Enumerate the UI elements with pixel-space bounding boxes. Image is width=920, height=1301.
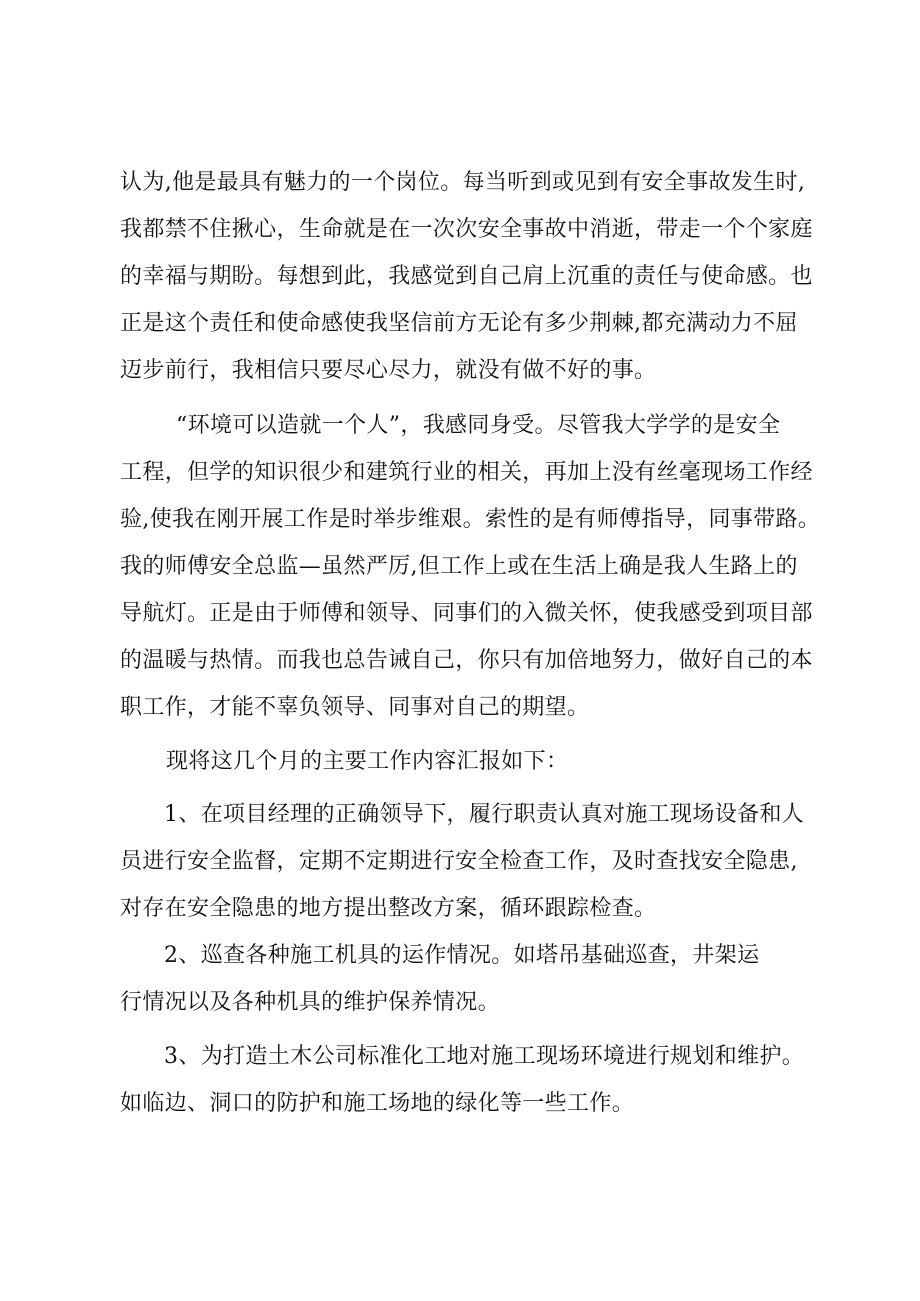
text-line: “环境可以造就一个人”，我感同身受。尽管我大学学的是安全 (176, 413, 781, 438)
text-line: 行情况以及各种机具的维护保养情况。 (120, 990, 500, 1015)
text-line: 如临边、洞口的防护和施工场地的绿化等一些工作。 (120, 1091, 635, 1116)
text-line: 2、巡查各种施工机具的运作情况。如塔吊基础巡查，井架运 (164, 943, 760, 968)
text-line: 认为,他是最具有魅力的一个岗位。每当听到或见到有安全事故发生时, (120, 170, 806, 195)
text-line: 工程，但学的知识很少和建筑行业的相关，再加上没有丝毫现场工作经 (120, 460, 813, 485)
text-line: 职工作，才能不辜负领导、同事对自己的期望。 (120, 695, 590, 720)
text-line: 的温暖与热情。而我也总告诫自己，你只有加倍地努力，做好自己的本 (120, 648, 813, 673)
text-line: 我都禁不住揪心，生命就是在一次次安全事故中消逝，带走一个个家庭 (120, 217, 813, 242)
text-line: 导航灯。正是由于师傅和领导、同事们的入微关怀，使我感受到项目部 (120, 601, 813, 626)
text-line: 迈步前行，我相信只要尽心尽力，就没有做不好的事。 (120, 358, 657, 383)
text-line: 正是这个责任和使命感使我坚信前方无论有多少荆棘,都充满动力不屈 (120, 311, 798, 336)
text-line: 验,使我在刚开展工作是时举步维艰。索性的是有师傅指导，同事带路。 (120, 507, 821, 532)
text-line: 1、在项目经理的正确领导下，履行职责认真对施工现场设备和人 (164, 802, 805, 827)
text-line: 员进行安全监督，定期不定期进行安全检查工作，及时查找安全隐患, (120, 849, 798, 874)
text-line: 现将这几个月的主要工作内容汇报如下： (166, 749, 569, 774)
text-line: 我的师傅安全总监—虽然严厉,但工作上或在生活上确是我人生路上的 (120, 554, 798, 579)
text-line: 的幸福与期盼。每想到此，我感觉到自己肩上沉重的责任与使命感。也 (120, 264, 813, 289)
text-line: 对存在安全隐患的地方提出整改方案，循环跟踪检查。 (120, 896, 657, 921)
text-line: 3、为打造土木公司标准化工地对施工现场环境进行规划和维护。 (164, 1044, 805, 1069)
